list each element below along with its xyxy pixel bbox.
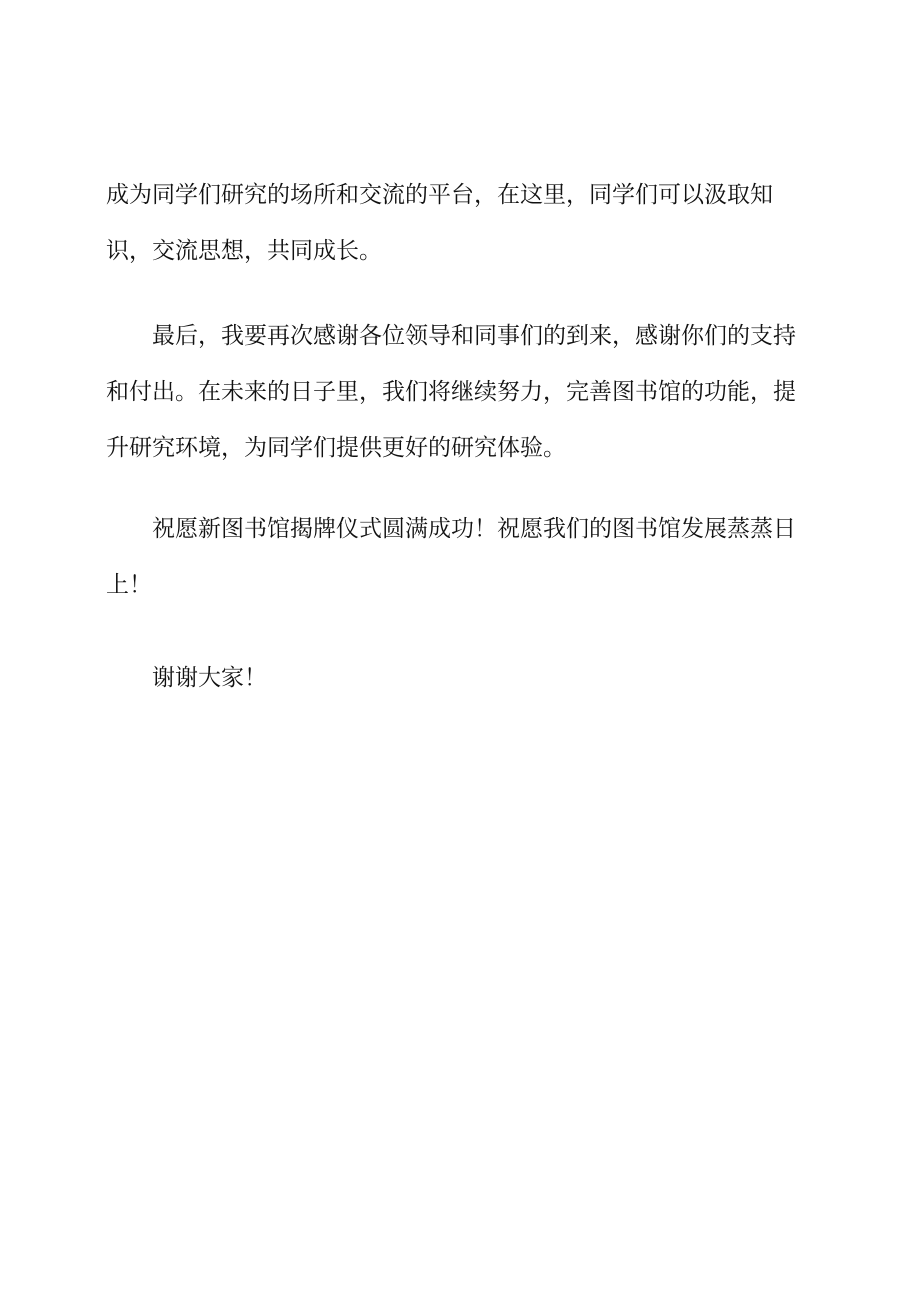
paragraph-thanks: 最后，我要再次感谢各位领导和同事们的到来，感谢你们的支持和付出。在未来的日子里，我们将继续努力，完善图书馆的功能，提升研究环境，为同学们提供更好的研究体验。 — [106, 323, 796, 461]
paragraph-wishes: 祝愿新图书馆揭牌仪式圆满成功！祝愿我们的图书馆发展蒸蒸日上！ — [106, 516, 796, 598]
paragraph-continuation: 成为同学们研究的场所和交流的平台，在这里，同学们可以汲取知识，交流思想，共同成长。 — [106, 182, 773, 264]
paragraph-closing: 谢谢大家！ — [152, 665, 267, 691]
